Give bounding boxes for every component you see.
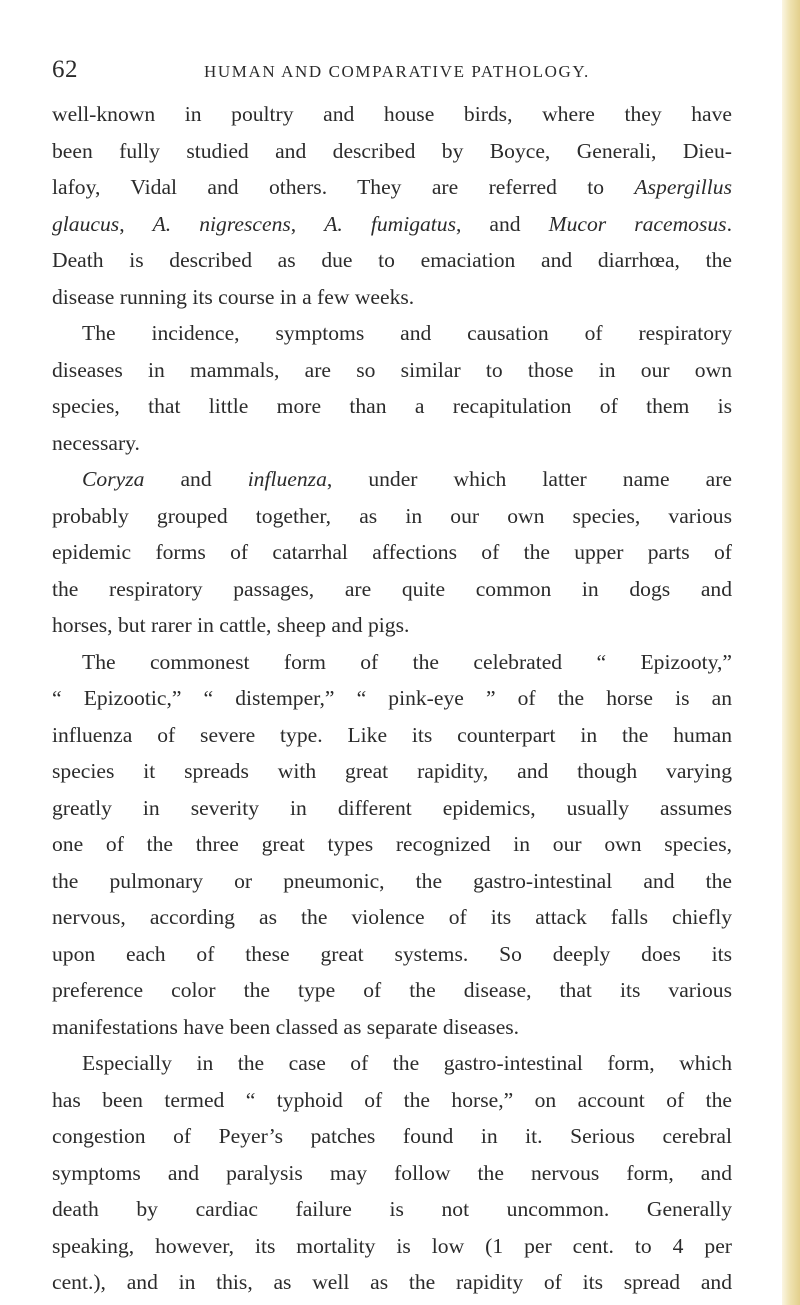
text-line: congestion of Peyer’s patches found in it. Serious cerebral <box>52 1124 732 1148</box>
text-line: species, that little more than a recapitulation of them is <box>52 394 732 418</box>
text-line <box>52 169 732 206</box>
species-name-italic: A. nigrescens <box>152 211 291 236</box>
text-line: symptoms and paralysis may follow the nervous form, and <box>52 1160 732 1185</box>
text-run: and <box>144 467 248 491</box>
text-line: “ Epizootic,” “ distemper,” “ pink-eye ” of the horse is an <box>52 686 732 710</box>
text-line <box>52 206 732 243</box>
text-line: diseases in mammals, are so similar to those in our own <box>52 357 732 382</box>
text-line: upon each of these great systems. So deeply does its <box>52 941 732 966</box>
text-run: , <box>290 211 325 236</box>
page-header <box>52 56 732 86</box>
text-line: necessary. <box>52 430 140 455</box>
text-line: preference color the type of the disease, that its various <box>52 978 732 1002</box>
text-run: , <box>119 211 153 236</box>
term-italic: Coryza <box>82 467 145 491</box>
text-run: , under which latter name are <box>326 467 732 491</box>
term-italic: influenza <box>247 467 327 491</box>
text-line: one of the three great types recognized in our own species, <box>52 832 732 856</box>
text-line: cent.), and in this, as well as the rapidity of its spread and <box>52 1270 732 1294</box>
species-name-italic: Aspergillus <box>634 175 732 199</box>
paragraph-first-line: The incidence, symptoms and causation of respiratory <box>82 321 732 345</box>
text-run: , and <box>456 211 549 236</box>
text-line: Death is described as due to emaciation and diarrhœa, the <box>52 248 732 272</box>
page-number: 62 <box>52 56 78 83</box>
species-name-italic: glaucus <box>52 211 120 236</box>
text-line: been fully studied and described by Boyce, Generali, Dieu- <box>52 138 732 163</box>
paragraph-first-line <box>52 461 732 498</box>
text-line: species it spreads with great rapidity, and though varying <box>52 759 732 783</box>
text-run: . <box>726 211 732 236</box>
text-line: the pulmonary or pneumonic, the gastro-intestinal and the <box>52 868 732 893</box>
text-line: well-known in poultry and house birds, where they have <box>52 102 732 126</box>
text-run: lafoy, Vidal and others. They are referred to <box>52 175 635 199</box>
text-line: influenza of severe type. Like its counterpart in the human <box>52 722 732 747</box>
paragraph-first-line: Especially in the case of the gastro-intestinal form, which <box>82 1051 732 1075</box>
text-line: has been termed “ typhoid of the horse,” on account of the <box>52 1087 732 1112</box>
text-line: disease running its course in a few weeks. <box>52 284 415 309</box>
species-name-italic: Mucor racemosus <box>548 211 727 236</box>
text-line: epidemic forms of catarrhal affections of the upper parts of <box>52 540 732 564</box>
text-line: speaking, however, its mortality is low (1 per cent. to 4 per <box>52 1233 732 1258</box>
species-name-italic: A. fumigatus <box>324 211 456 236</box>
text-line: probably grouped together, as in our own species, various <box>52 503 732 528</box>
text-line: the respiratory passages, are quite common in dogs and <box>52 576 732 601</box>
text-line: nervous, according as the violence of its attack falls chiefly <box>52 905 732 929</box>
running-head: HUMAN AND COMPARATIVE PATHOLOGY. <box>204 62 590 81</box>
text-line: manifestations have been classed as separate diseases. <box>52 1014 520 1039</box>
text-line: horses, but rarer in cattle, sheep and pigs. <box>52 613 410 637</box>
text-line: greatly in severity in different epidemics, usually assumes <box>52 795 732 820</box>
page-edge <box>782 0 800 1305</box>
body-text <box>52 96 732 1301</box>
text-line: death by cardiac failure is not uncommon. Generally <box>52 1197 732 1221</box>
paragraph-first-line: The commonest form of the celebrated “ Epizooty,” <box>82 649 732 674</box>
